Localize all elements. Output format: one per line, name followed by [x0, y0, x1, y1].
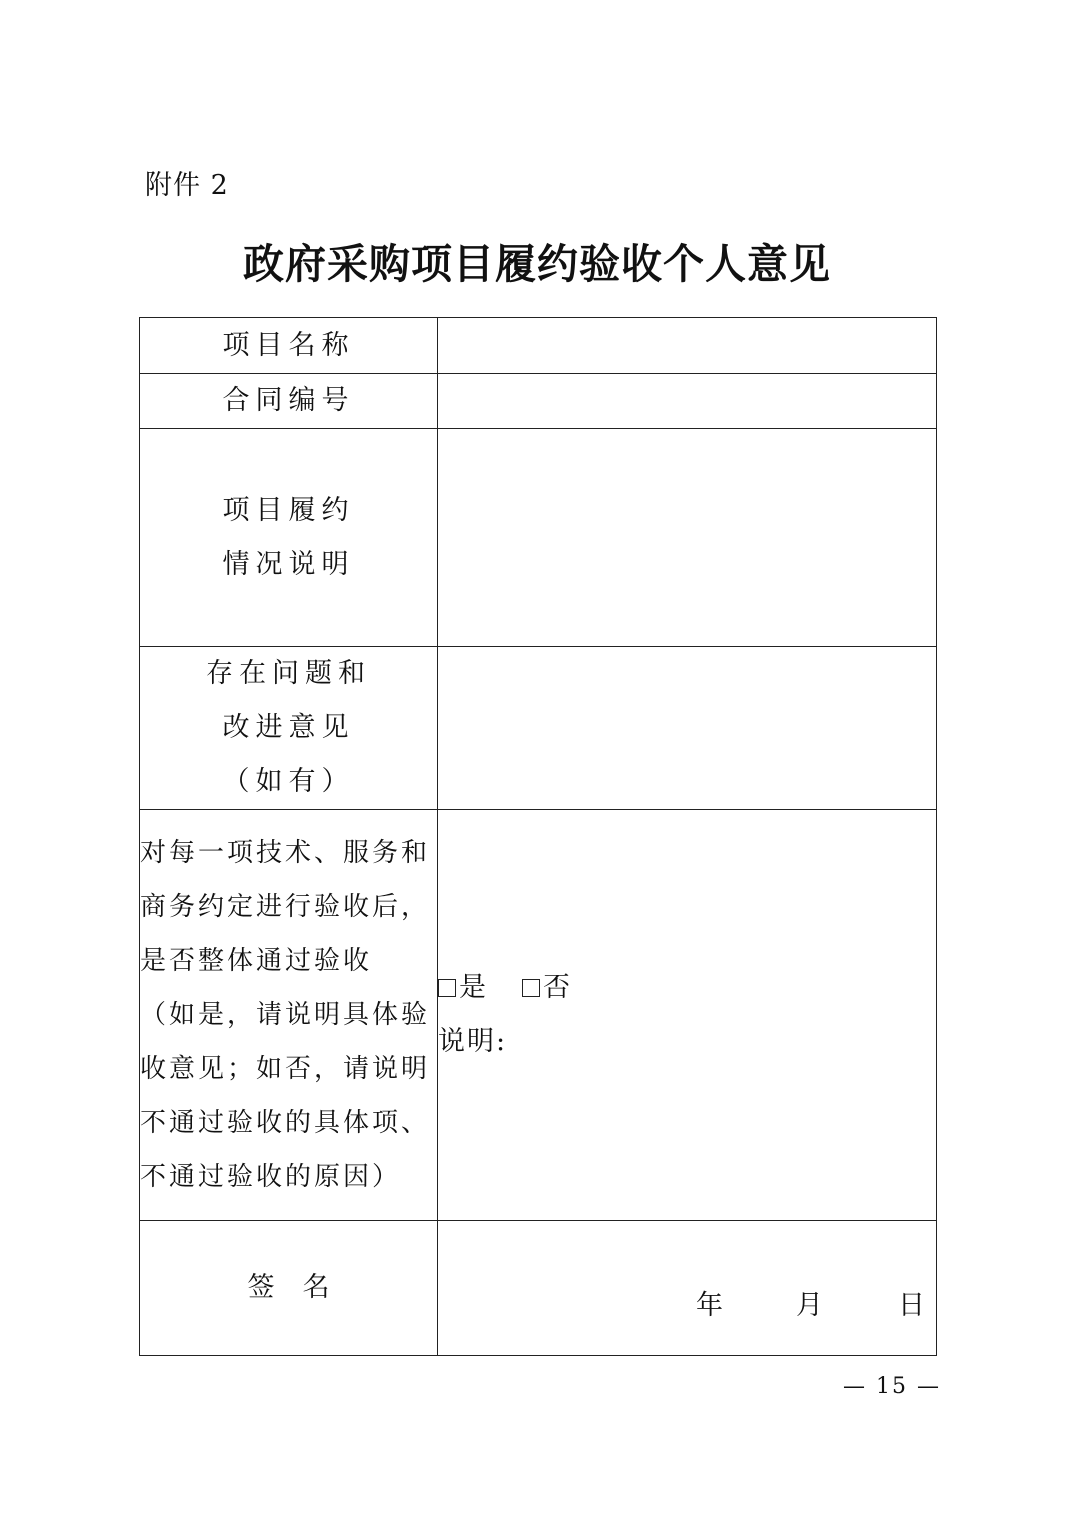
- acceptance-label-line-4: （如是，请说明具体验: [140, 1000, 431, 1030]
- yes-option-label: 是: [459, 972, 488, 1003]
- acceptance-label-line-7: 不通过验收的原因）: [140, 1162, 402, 1192]
- row-project-name: [140, 318, 937, 374]
- attachment-label: 附件 2: [145, 170, 229, 201]
- contract-number-field[interactable]: [438, 374, 937, 429]
- acceptance-form-table: [139, 317, 937, 1356]
- row-contract-number: [140, 374, 937, 429]
- no-checkbox[interactable]: [522, 979, 540, 997]
- page-number: — 15 —: [843, 1374, 941, 1399]
- acceptance-label-line-1: 对每一项技术、服务和: [140, 838, 431, 868]
- document-title: 政府采购项目履约验收个人意见: [243, 240, 831, 288]
- problems-field[interactable]: [438, 647, 937, 810]
- no-option-label: 否: [543, 972, 572, 1003]
- project-name-field[interactable]: [438, 318, 937, 374]
- problems-label-line-1: 存在问题和: [206, 658, 371, 689]
- problems-label: [140, 647, 438, 810]
- acceptance-label-line-6: 不通过验收的具体项、: [140, 1108, 431, 1138]
- note-label: 说明:: [438, 1026, 508, 1057]
- performance-label-line-1: 项目履约: [222, 494, 355, 526]
- acceptance-label-line-2: 商务约定进行验收后，: [140, 892, 431, 922]
- performance-field[interactable]: [438, 429, 937, 647]
- row-problems: [140, 647, 937, 810]
- row-acceptance: [140, 810, 937, 1221]
- day-label: 日: [898, 1290, 925, 1321]
- problems-label-line-2: 改进意见: [222, 712, 355, 743]
- year-label: 年: [696, 1290, 723, 1321]
- yes-checkbox[interactable]: [438, 979, 456, 997]
- problems-label-line-3: （如有）: [222, 766, 355, 797]
- performance-label-line-2: 情况说明: [222, 548, 355, 580]
- date-row: [438, 1283, 936, 1323]
- acceptance-field: [438, 810, 937, 1221]
- project-name-label: 项目名称: [140, 318, 438, 374]
- signature-label: [140, 1221, 438, 1356]
- acceptance-label: [140, 810, 438, 1221]
- acceptance-label-line-5: 收意见；如否，请说明: [140, 1054, 431, 1084]
- row-performance: [140, 429, 937, 647]
- signature-field[interactable]: [438, 1221, 937, 1356]
- acceptance-options: [438, 961, 936, 1015]
- month-label: 月: [796, 1290, 823, 1321]
- signature-char-2: 名: [302, 1272, 330, 1303]
- contract-number-label: 合同编号: [140, 374, 438, 429]
- row-signature: [140, 1221, 937, 1356]
- signature-char-1: 签: [247, 1272, 275, 1303]
- acceptance-label-line-3: 是否整体通过验收: [140, 946, 373, 976]
- performance-label: [140, 429, 438, 647]
